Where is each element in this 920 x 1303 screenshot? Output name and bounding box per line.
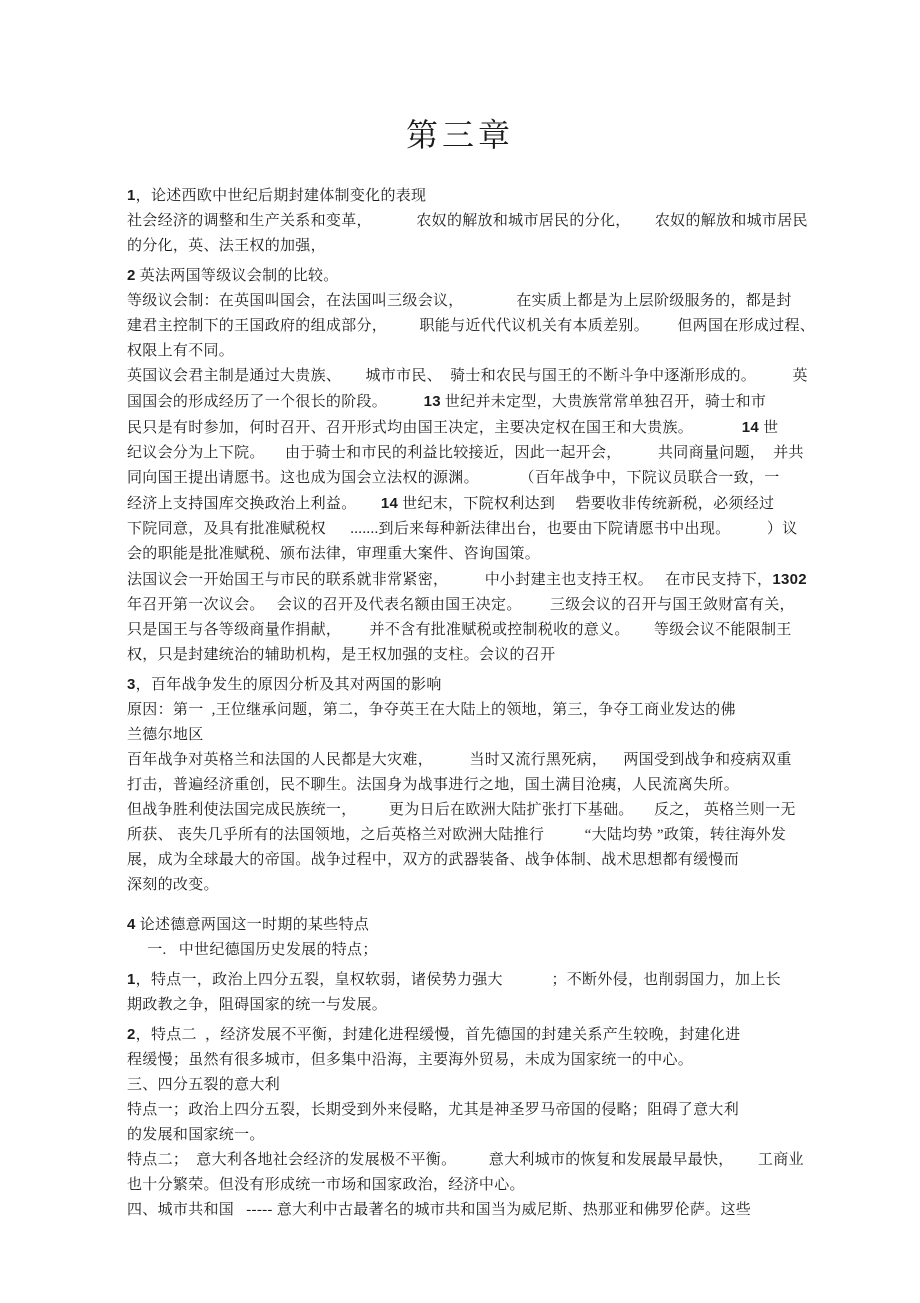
- text-line: [127, 723, 793, 748]
- text-line: [127, 618, 793, 643]
- text-segment: 英国议会君主制是通过大贵族、 城市市民、 骑士和农民与国王的不断斗争中逐渐形成的。 英: [127, 368, 808, 384]
- text-segment: 建君主控制下的王国政府的组成部分， 职能与近代代议机关有本质差别。 但两国在形成过程、: [127, 318, 816, 334]
- text-segment: 只是国王与各等级商量作捐献， 并不含有批准赋税或控制税收的意义。 等级会议不能限制王: [127, 622, 792, 638]
- text-segment: 会的职能是批准赋税、颁布法律，审理重大案件、咨询国策。: [127, 546, 541, 562]
- text-line: [127, 1048, 793, 1073]
- text-segment: 的分化，英、法王权的加强，: [127, 238, 326, 254]
- text-segment: 社会经济的调整和生产关系和变革， 农奴的解放和城市居民的分化， 农奴的解放和城市居民: [127, 213, 808, 229]
- text-line: [127, 209, 808, 234]
- text-line: [127, 698, 793, 723]
- text-line: [127, 339, 793, 364]
- text-segment: 英法两国等级议会制的比较。: [135, 268, 339, 284]
- text-line: [127, 314, 816, 339]
- text-segment: 论述德意两国这一时期的某些特点: [135, 917, 370, 933]
- text-line: [127, 542, 793, 567]
- text-segment: 年召开第一次议会。 会议的召开及代表名额由国王决定。 三级会议的召开与国王敛财富有关，: [127, 597, 795, 613]
- text-line: [127, 1098, 793, 1123]
- text-segment: 但战争胜利使法国完成民族统一， 更为日后在欧洲大陆扩张打下基础。 反之， 英格兰则一无: [127, 802, 796, 818]
- text-segment: 原因：第一 ,王位继承问题，第二，争夺英王在大陆上的领地，第三，争夺工商业发达的佛: [127, 702, 736, 718]
- text-line: [127, 748, 793, 773]
- text-segment: 民只是有时参加，何时召开、召开形式均由国王决定，主要决定权在国王和大贵族。: [127, 420, 742, 436]
- text-segment: ，百年战争发生的原因分析及其对两国的影响: [135, 677, 442, 693]
- text-segment: ，特点一，政治上四分五裂，皇权软弱，诸侯势力强大 ；不断外侵，也削弱国力，加上长: [135, 972, 781, 988]
- text-segment: 兰德尔地区: [127, 727, 204, 743]
- text-segment: 三、四分五裂的意大利: [127, 1077, 281, 1093]
- inline-number: 14: [380, 495, 399, 512]
- inline-number: 4: [127, 916, 136, 933]
- text-segment: ，论述西欧中世纪后期封建体制变化的表现: [135, 188, 427, 204]
- text-segment: 法国议会一开始国王与市民的联系就非常紧密， 中小封建主也支持王权。 在市民支持下，: [127, 572, 773, 588]
- inline-number: 1302: [772, 571, 807, 588]
- text-line: [127, 567, 807, 593]
- text-line: [127, 823, 793, 848]
- text-line: [127, 441, 804, 466]
- text-segment: 的发展和国家统一。: [127, 1127, 265, 1143]
- text-segment: 所获、 丧失几乎所有的法国领地，之后英格兰对欧洲大陆推行 “大陆均势 ”政策，转往海外发: [127, 827, 787, 843]
- text-segment: ，特点二 ，经济发展不平衡，封建化进程缓慢，首先德国的封建关系产生较晚，封建化进: [135, 1027, 741, 1043]
- text-segment: 也十分繁荣。但没有形成统一市场和国家政治，经济中心。: [127, 1177, 525, 1193]
- text-segment: 程缓慢；虽然有很多城市，但多集中沿海，主要海外贸易，未成为国家统一的中心。: [127, 1052, 694, 1068]
- text-line: [127, 364, 808, 389]
- text-segment: 世纪并未定型，大贵族常常单独召开，骑士和市: [440, 394, 767, 410]
- inline-number: 1: [127, 971, 136, 988]
- text-segment: 展，成为全球最大的帝国。战争过程中，双方的武器装备、战争体制、战术思想都有缓慢而: [127, 852, 740, 868]
- text-line: [127, 415, 793, 441]
- inline-number: 14: [741, 419, 760, 436]
- inline-number: 1: [127, 187, 136, 204]
- text-line: [127, 672, 793, 698]
- text-line: [127, 466, 793, 491]
- text-segment: 期政教之争，阻碍国家的统一与发展。: [127, 997, 388, 1013]
- text-segment: 一. 中世纪德国历史发展的特点；: [127, 942, 378, 958]
- text-line: [127, 848, 793, 873]
- text-line: [127, 1148, 804, 1173]
- text-line: [127, 389, 793, 415]
- text-line: [127, 798, 796, 823]
- inline-number: 2: [127, 1026, 136, 1043]
- text-segment: 百年战争对英格兰和法国的人民都是大灾难， 当时又流行黑死病， 两国受到战争和疫病双重: [127, 752, 792, 768]
- text-line: [127, 1198, 793, 1223]
- text-segment: 四、城市共和国 ----- 意大利中古最著名的城市共和国当为威尼斯、热那亚和佛罗伦萨。这些: [127, 1202, 752, 1218]
- text-segment: 权限上有不同。: [127, 343, 235, 359]
- text-segment: 等级议会制：在英国叫国会，在法国叫三级会议， 在实质上都是为上层阶级服务的，都是封: [127, 293, 792, 309]
- text-segment: 世纪末，下院权利达到 砦要收非传统新税，必须经过: [398, 496, 775, 512]
- text-line: [127, 593, 793, 618]
- text-segment: 国国会的形成经历了一个很长的阶段。: [127, 394, 424, 410]
- inline-number: 2: [127, 267, 136, 284]
- document-body: [127, 183, 816, 1223]
- text-line: [127, 183, 793, 209]
- page-title: 第三章: [405, 117, 514, 153]
- text-segment: 同向国王提出请愿书。这也成为国会立法权的源渊。 （百年战争中，下院议员联合一致，一: [127, 470, 780, 486]
- text-line: [127, 938, 793, 963]
- text-segment: 下院同意，及具有批准赋税权 .......到后来每种新法律出台，也要由下院请愿书中出现。 ）议: [127, 521, 798, 537]
- text-segment: 经济上支持国库交换政治上利益。: [127, 496, 381, 512]
- text-line: [127, 289, 793, 314]
- text-line: [127, 517, 798, 542]
- text-line: [127, 234, 793, 259]
- text-line: [127, 993, 793, 1018]
- text-segment: 特点一；政治上四分五裂，长期受到外来侵略，尤其是神圣罗马帝国的侵略；阻碍了意大利: [127, 1102, 740, 1118]
- text-segment: 权，只是封建统治的辅助机构，是王权加强的支柱。会议的召开: [127, 647, 556, 663]
- text-line: [127, 1073, 793, 1098]
- text-segment: 纪议会分为上下院。 由于骑士和市民的利益比较接近，因此一起开会， 共同商量问题， 并共: [127, 445, 804, 461]
- text-line: [127, 263, 793, 289]
- text-line: [127, 1173, 793, 1198]
- text-segment: 特点二； 意大利各地社会经济的发展极不平衡。 意大利城市的恢复和发展最早最快， 工商业: [127, 1152, 804, 1168]
- text-line: [127, 643, 793, 668]
- text-line: [127, 773, 793, 798]
- inline-number: 13: [423, 393, 441, 410]
- text-line: [127, 912, 793, 938]
- text-segment: 深刻的改变。: [127, 877, 219, 893]
- inline-number: 3: [127, 676, 136, 693]
- text-segment: 打击，普遍经济重创，民不聊生。法国身为战事进行之地，国土满目沧痍，人民流离失所。: [127, 777, 740, 793]
- text-line: [127, 1022, 793, 1048]
- text-line: [127, 1123, 793, 1148]
- text-segment: 世: [759, 420, 779, 436]
- text-line: [127, 491, 793, 517]
- text-line: [127, 873, 793, 898]
- text-line: [127, 967, 793, 993]
